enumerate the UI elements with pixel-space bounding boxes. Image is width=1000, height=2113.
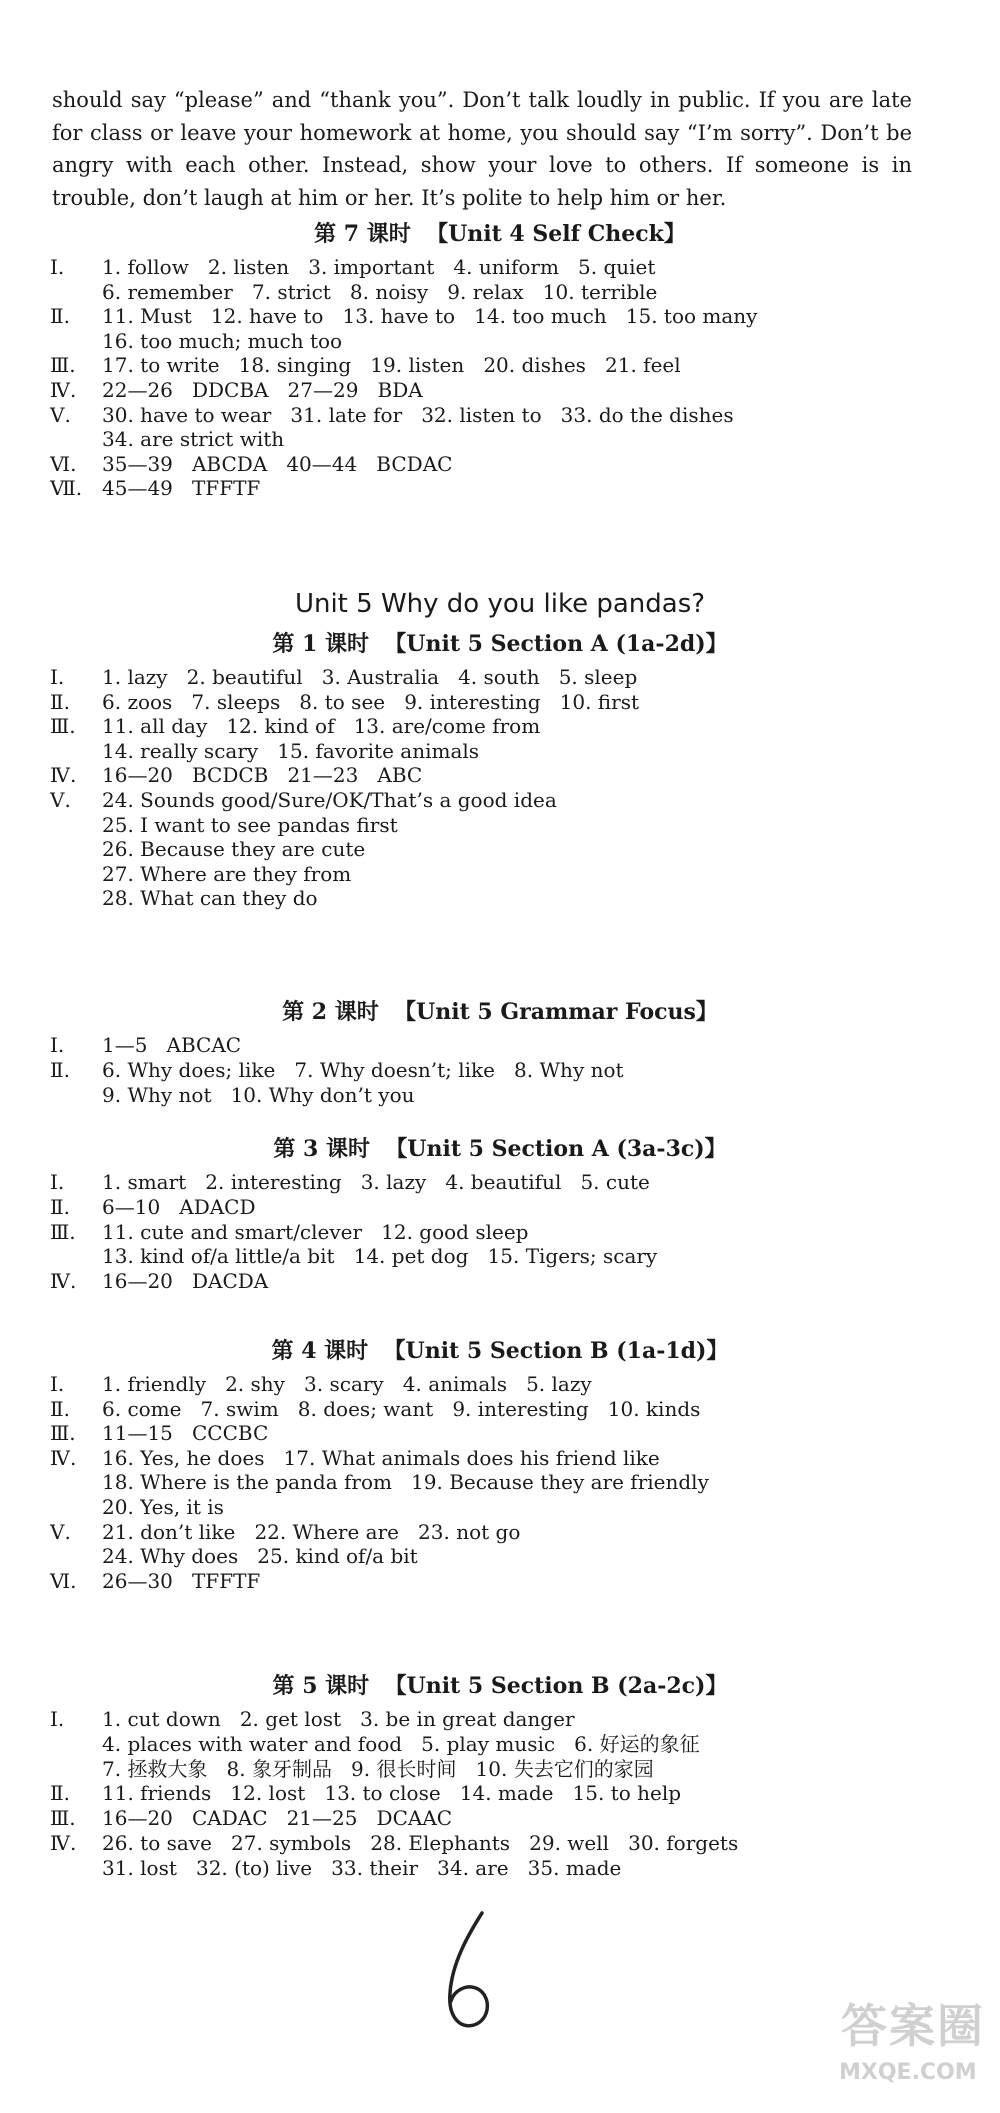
section-numeral: Ⅰ. [50, 1707, 65, 1731]
section-numeral: Ⅰ. [50, 1033, 65, 1057]
answer-text: 24. Why does 25. kind of/a bit [102, 1544, 418, 1569]
lesson-topic: 【Unit 5 Grammar Focus】 [394, 999, 718, 1025]
answer-text: 4. places with water and food 5. play music 6. 好运的象征 [102, 1731, 700, 1756]
answer-text: 16—20 BCDCB 21—23 ABC [102, 763, 423, 788]
section-numeral: Ⅲ. [50, 1806, 76, 1831]
answer-text: 16—20 DACDA [102, 1269, 269, 1294]
answer-text: 34. are strict with [102, 427, 285, 452]
answer-text: 1. follow 2. listen 3. important 4. uniform 5. quiet [102, 255, 656, 279]
answer-text: 1. friendly 2. shy 3. scary 4. animals 5. lazy [102, 1372, 592, 1396]
answer-text: 6. come 7. swim 8. does; want 9. interesting 10. kinds [102, 1396, 701, 1421]
answer-text: 6—10 ADACD [102, 1194, 256, 1219]
answer-text: 1. smart 2. interesting 3. lazy 4. beautiful 5. cute [102, 1170, 650, 1194]
intro-line: trouble, don’t laugh at him or her. It’s polite to help him or her. [52, 185, 727, 210]
answer-text: 11. all day 12. kind of 13. are/come from [102, 714, 541, 739]
answer-text: 26. to save 27. symbols 28. Elephants 29. well 30. forgets [102, 1831, 739, 1855]
answer-text: 1—5 ABCAC [102, 1033, 242, 1057]
answer-text: 17. to write 18. singing 19. listen 20. dishes 21. feel [102, 353, 681, 378]
answer-text: 31. lost 32. (to) live 33. their 34. are 35. made [102, 1855, 622, 1880]
answer-text: 7. 拯救大象 8. 象牙制品 9. 很长时间 10. 失去它们的家园 [102, 1756, 654, 1781]
section-numeral: Ⅴ. [50, 402, 71, 427]
lesson-topic: 【Unit 5 Section A (3a-3c)】 [385, 1136, 727, 1162]
answer-text: 16—20 CADAC 21—25 DCAAC [102, 1806, 453, 1831]
answer-row [50, 1566, 260, 1596]
section-numeral: Ⅳ. [50, 378, 77, 402]
lesson3-heading [0, 1133, 1000, 1165]
section-numeral: Ⅰ. [50, 1170, 65, 1194]
answer-text: 11. friends 12. lost 13. to close 14. made 15. to help [102, 1781, 682, 1806]
answer-text: 45—49 TFFTF [102, 476, 261, 501]
section-numeral: Ⅲ. [50, 1219, 76, 1244]
unit5-title: Unit 5 Why do you like pandas? [294, 589, 706, 619]
lesson-topic: 【Unit 5 Section B (2a-2c)】 [384, 1673, 728, 1699]
answer-text: 22—26 DDCBA 27—29 BDA [102, 378, 423, 402]
answer-text: 11—15 CCCBC [102, 1421, 269, 1446]
answer-text: 6. Why does; like 7. Why doesn’t; like 8. Why not [102, 1058, 624, 1082]
intro-line: angry with each other. Instead, show your love to others. If someone is in [52, 153, 912, 177]
answer-text: 14. really scary 15. favorite animals [102, 738, 480, 763]
answer-text: 21. don’t like 22. Where are 23. not go [102, 1519, 521, 1544]
section-numeral: Ⅶ. [50, 476, 83, 501]
answer-row [50, 883, 318, 913]
intro-line: should say “please” and “thank you”. Don’t talk loudly in public. If you are late [52, 88, 912, 112]
section-numeral: Ⅴ. [50, 1519, 71, 1544]
lesson1-heading [0, 628, 1000, 660]
answer-text: 25. I want to see pandas first [102, 812, 398, 837]
answer-text: 18. Where is the panda from 19. Because they are friendly [102, 1470, 709, 1495]
answer-text: 11. cute and smart/clever 12. good sleep [102, 1219, 529, 1244]
lesson-number: 第 4 课时 [271, 1338, 369, 1364]
lesson7-heading [0, 218, 1000, 250]
answer-text: 1. cut down 2. get lost 3. be in great danger [102, 1707, 575, 1731]
section-numeral: Ⅰ. [50, 1372, 65, 1396]
answer-text: 16. too much; much too [102, 328, 343, 353]
answer-text: 26. Because they are cute [102, 837, 366, 862]
answer-text: 13. kind of/a little/a bit 14. pet dog 15. Tigers; scary [102, 1244, 658, 1269]
section-numeral: Ⅱ. [50, 1396, 70, 1421]
intro-paragraph [52, 84, 912, 214]
answer-text: 24. Sounds good/Sure/OK/That’s a good idea [102, 788, 557, 812]
section-numeral: Ⅴ. [50, 788, 71, 812]
section-numeral: Ⅳ. [50, 1269, 77, 1294]
answer-text: 27. Where are they from [102, 861, 352, 886]
answer-text: 11. Must 12. have to 13. have to 14. too much 15. too many [102, 304, 758, 329]
intro-line: for class or leave your homework at home, you should say “I’m sorry”. Don’t be [52, 120, 912, 145]
answer-text: 1. lazy 2. beautiful 3. Australia 4. south 5. sleep [102, 665, 638, 689]
section-numeral: Ⅵ. [50, 451, 77, 476]
section-numeral: Ⅱ. [50, 689, 70, 714]
section-numeral: Ⅰ. [50, 665, 65, 689]
answer-text: 26—30 TFFTF [102, 1568, 261, 1593]
lesson-number: 第 1 课时 [272, 631, 369, 657]
answer-row [50, 473, 260, 503]
section-numeral: Ⅱ. [50, 304, 70, 329]
watermark-url: MXQE.COM [839, 2060, 977, 2085]
lesson-topic: 【Unit 4 Self Check】 [426, 221, 686, 247]
answer-text: 30. have to wear 31. late for 32. listen to 33. do the dishes [102, 402, 734, 427]
answer-text: 28. What can they do [102, 886, 318, 911]
lesson-number: 第 5 课时 [272, 1673, 370, 1699]
lesson-number: 第 2 课时 [282, 999, 379, 1025]
lesson-topic: 【Unit 5 Section B (1a-1d)】 [383, 1338, 729, 1364]
section-numeral: Ⅲ. [50, 353, 76, 378]
lesson-number: 第 3 课时 [273, 1136, 370, 1162]
section-numeral: Ⅰ. [50, 255, 65, 279]
lesson-topic: 【Unit 5 Section A (1a-2d)】 [384, 631, 728, 657]
watermark-logo [835, 1990, 995, 2100]
lesson2-heading [0, 996, 1000, 1028]
answer-text: 9. Why not 10. Why don’t you [102, 1083, 415, 1107]
lesson4-heading [0, 1335, 1000, 1367]
section-numeral: Ⅳ. [50, 1831, 77, 1855]
lesson-number: 第 7 课时 [314, 221, 411, 247]
handwritten-page-number [430, 1905, 510, 2035]
answer-text: 35—39 ABCDA 40—44 BCDAC [102, 451, 453, 476]
section-numeral: Ⅱ. [50, 1194, 70, 1219]
answer-text: 6. remember 7. strict 8. noisy 9. relax 10. terrible [102, 279, 658, 304]
answer-text: 6. zoos 7. sleeps 8. to see 9. interesting 10. first [102, 689, 639, 714]
answer-row [50, 1853, 621, 1883]
section-numeral: Ⅲ. [50, 714, 76, 739]
watermark-text: 答案圈 [841, 1999, 985, 2053]
section-numeral: Ⅳ. [50, 763, 77, 788]
section-numeral: Ⅲ. [50, 1421, 76, 1446]
lesson5-heading [0, 1670, 1000, 1702]
section-numeral: Ⅱ. [50, 1058, 70, 1082]
section-numeral: Ⅱ. [50, 1781, 70, 1806]
section-numeral: Ⅳ. [50, 1445, 77, 1470]
answer-text: 16. Yes, he does 17. What animals does his friend like [102, 1445, 660, 1470]
answer-text: 20. Yes, it is [102, 1495, 224, 1519]
answer-row [50, 1266, 268, 1296]
section-numeral: Ⅵ. [50, 1568, 77, 1593]
answer-row [50, 1080, 415, 1110]
